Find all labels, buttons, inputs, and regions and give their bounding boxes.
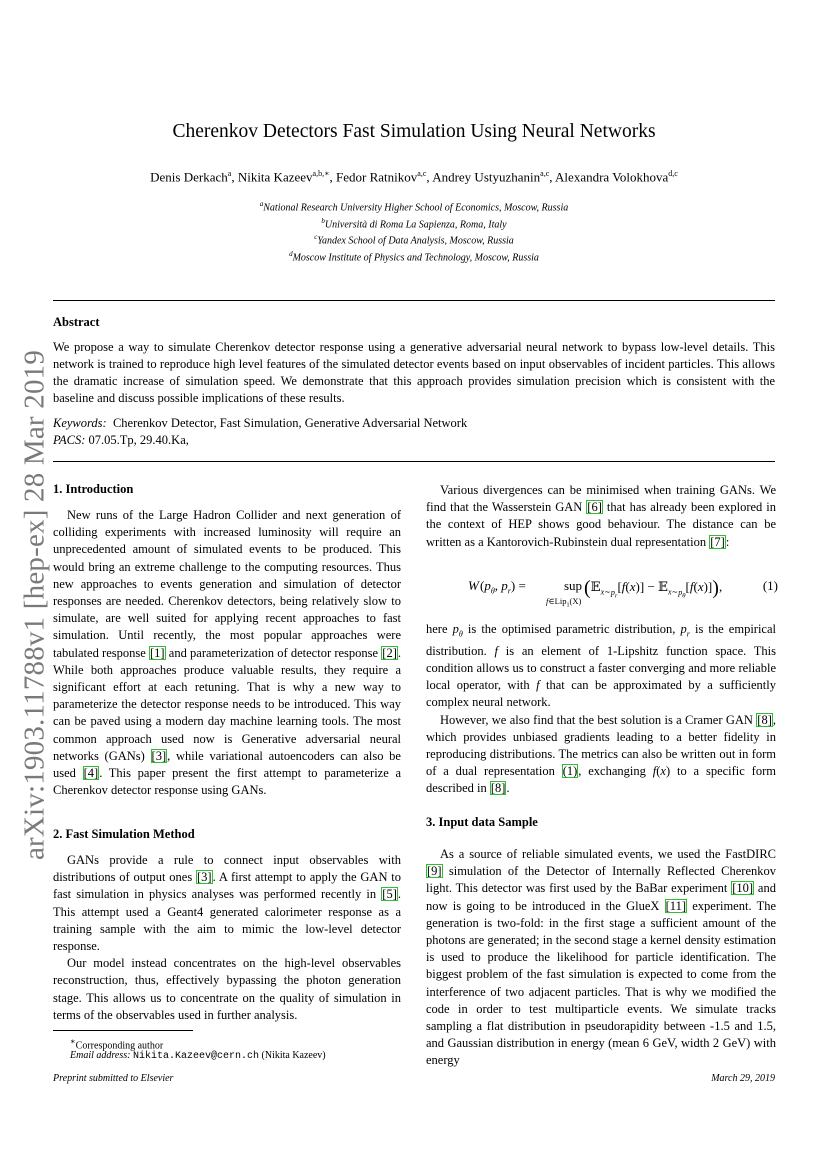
citation-link[interactable]: [1] xyxy=(149,645,165,660)
keywords-label: Keywords: xyxy=(53,416,107,430)
paragraph: Various divergences can be minimised when training GANs. We find that the Wasserstein GAN [6] that has already been explored in the context of HEP shows good behaviour. The distance can be written as a Kantorovich-Rubinstein dual representation [7]: xyxy=(426,483,776,549)
email-owner: (Nikita Kazeev) xyxy=(261,1050,326,1061)
paragraph: Our model instead concentrates on the high-level observables reconstruction, thus, effectively bypassing the photon generation stage. This allows us to concentrate on the quality of simulation in terms of the observables used in further analysis. xyxy=(53,956,401,1022)
paragraph: here $p_\theta$ is the optimised parametric distribution, $p_r$ is the empirical distribution. f is an element of 1-Lipshitz function space. This condition allows us to construct a faster converging and more reliable local operator, with f that can be approximated by a sufficiently complex neural network. xyxy=(426,622,776,710)
equation-rhs: (𝔼$_{x\sim p_r}$[f(x)] − 𝔼$_{x\sim p_\theta}$[f(x)]), xyxy=(584,577,723,600)
pacs-label: PACS: xyxy=(53,433,86,447)
author-affiliation-mark: a,c xyxy=(417,169,427,178)
citation-link[interactable]: [8] xyxy=(757,712,772,727)
data-sample-body xyxy=(426,846,776,1070)
author-name: Nikita Kazeev xyxy=(237,169,313,185)
author-name: Alexandra Volokhova xyxy=(555,169,669,185)
affiliation: $^b$Università di Roma La Sapienza, Roma, Italy xyxy=(321,216,507,231)
email-label: Email address: xyxy=(70,1050,131,1061)
paragraph: As a source of reliable simulated events, we used the FastDIRC [9] simulation of the Detector of Internally Reflected Cherenkov light. This detector was first used by the BaBar experiment [10] and now is going to be introduced in the GlueX [11] experiment. The generation is two-fold: in the first stage a sufficient amount of the photons are generated; in the second stage a kernel density estimation is used to produce the likelihood for particle identification. The biggest problem of the fast simulation is expected to come from the interference of two adjacent particles. That is why we modified the code in order to test multiparticle events. We simulate tracks sampling a flat distribution in pseudorapidity between -1.5 and 1.5, and Gaussian distribution in energy (mean 6 GeV, width 2 GeV) with energy xyxy=(426,847,776,1068)
intro-body xyxy=(53,507,401,799)
affiliation-list xyxy=(0,198,828,265)
citation-link[interactable]: [3] xyxy=(197,870,212,885)
footnote-rule xyxy=(53,1030,193,1031)
gan-body xyxy=(426,621,776,798)
citation-link[interactable]: [5] xyxy=(382,887,397,902)
affiliation: $^c$Yandex School of Data Analysis, Moscow, Russia xyxy=(314,233,514,247)
divergence-body xyxy=(426,482,776,551)
abstract-heading: Abstract xyxy=(53,315,100,329)
affiliation: $^a$National Research University Higher School of Economics, Moscow, Russia xyxy=(259,200,569,214)
keywords-value: Cherenkov Detector, Fast Simulation, Generative Adversarial Network xyxy=(112,416,468,430)
section-heading: 2. Fast Simulation Method xyxy=(53,827,195,841)
author-affiliation-mark: a,c xyxy=(540,169,550,178)
author-affiliation-mark: d,c xyxy=(668,169,678,178)
keywords-line xyxy=(53,416,467,431)
abstract-text: We propose a way to simulate Cherenkov detector response using a generative adversarial neural network to bypass low-level details. This network is trained to reproduce high level features of the simulated detector events based on input observables of incident particles. This allows the dramatic increase of simulation speed. We demonstrate that this approach provides simulation precision which is consistent with the baseline and discuss possible implications of these results. xyxy=(53,340,775,405)
equation-lhs: W xyxy=(468,578,479,593)
equation: W ($p_\theta$, $p_r$) = sup f∈Lip$_1$(X) (𝔼$_{x\sim p_r}$[f(x)] − 𝔼$_{x\sim p_\theta}$[f(x)]), (1) xyxy=(468,577,778,609)
abstract-rule xyxy=(53,461,775,462)
paragraph: New runs of the Large Hadron Collider and next generation of colliding experiments with increased luminosity will require an unprecedented amount of simulated events to be produced. This would bring an extreme challenge to the computing resources. Thus new approaches to events generation and simulation of detector responses are needed. Cherenkov detectors, being relatively slow to simulate, are well suited for applying recent approaches to fast simulation. Until recently, the most popular approaches were tabulated response [1] and parameterization of detector response [2]. While both approaches produce valuable results, they require a significant effort at each retuning. That is why a new way to parameterize the detector response needs to be introduced. This way can be paved using a modern day machine learning tools. The most common approach used now is Generative adversarial neural networks (GANs) [3], while variational autoencoders can also be used [4]. This paper present the first attempt to parameterize a Cherenkov detector response using GANs. xyxy=(53,508,401,798)
section-heading: 3. Input data Sample xyxy=(426,815,538,829)
author-name: Fedor Ratnikov xyxy=(336,169,418,185)
author-affiliation-mark: a xyxy=(227,169,232,178)
author-name: Andrey Ustyuzhanin xyxy=(432,169,541,185)
pacs-line xyxy=(53,433,189,448)
footer-date: March 29, 2019 xyxy=(711,1073,775,1084)
equation-operator: sup xyxy=(564,578,583,593)
citation-link[interactable]: [9] xyxy=(427,864,442,879)
footnote: ∗Corresponding author xyxy=(70,1037,164,1052)
equation-number: (1) xyxy=(762,578,778,593)
author-name: Denis Derkach xyxy=(150,169,228,185)
paper-title: Cherenkov Detectors Fast Simulation Using Neural Networks xyxy=(172,121,656,142)
equation-link[interactable]: (1) xyxy=(562,764,578,779)
header-rule xyxy=(53,300,775,301)
citation-link[interactable]: [8] xyxy=(490,781,506,796)
paragraph: GANs provide a rule to connect input observables with distributions of output ones [3]. A first attempt to apply the GAN to fast simulation in physics analyses was performed recently in [5]. This attempt used a Geant4 generated calorimeter response as a training sample with the aim to mimic the low-level detector response. xyxy=(53,853,402,954)
author-list: Denis Derkach$^a$, Nikita Kazeev$^{a,b,∗}$, Fedor Ratnikov$^{a,c}$, Andrey Ustyuzhanin$^{a,c}$, Alexandra Volokhova$^{d,c}$ xyxy=(150,169,678,185)
method-body xyxy=(53,852,401,1024)
affiliation: $^d$Moscow Institute of Physics and Technology, Moscow, Russia xyxy=(289,250,539,264)
citation-link[interactable]: [4] xyxy=(83,766,99,781)
email-address[interactable]: Nikita.Kazeev@cern.ch xyxy=(132,1051,259,1062)
footnote-email xyxy=(70,1050,326,1062)
pacs-value: 07.05.Tp, 29.40.Ka, xyxy=(88,433,189,447)
author-affiliation-mark: a,b,∗ xyxy=(312,169,330,178)
citation-link[interactable]: [2] xyxy=(382,645,397,660)
section-heading: 1. Introduction xyxy=(53,482,134,496)
citation-link[interactable]: [10] xyxy=(732,881,754,896)
citation-link[interactable]: [6] xyxy=(587,500,602,515)
citation-link[interactable]: [7] xyxy=(710,534,725,549)
citation-link[interactable]: [11] xyxy=(665,898,686,913)
citation-link[interactable]: [3] xyxy=(151,748,167,763)
paragraph: However, we also find that the best solution is a Cramer GAN [8], which provides unbiased gradients leading to a better fidelity in reproducing distributions. The metrics can also be written out in form of a dual representation (1), exchanging f(x) to a specific form described in [8]. xyxy=(426,712,776,796)
footer-journal: Preprint submitted to Elsevier xyxy=(53,1073,174,1084)
